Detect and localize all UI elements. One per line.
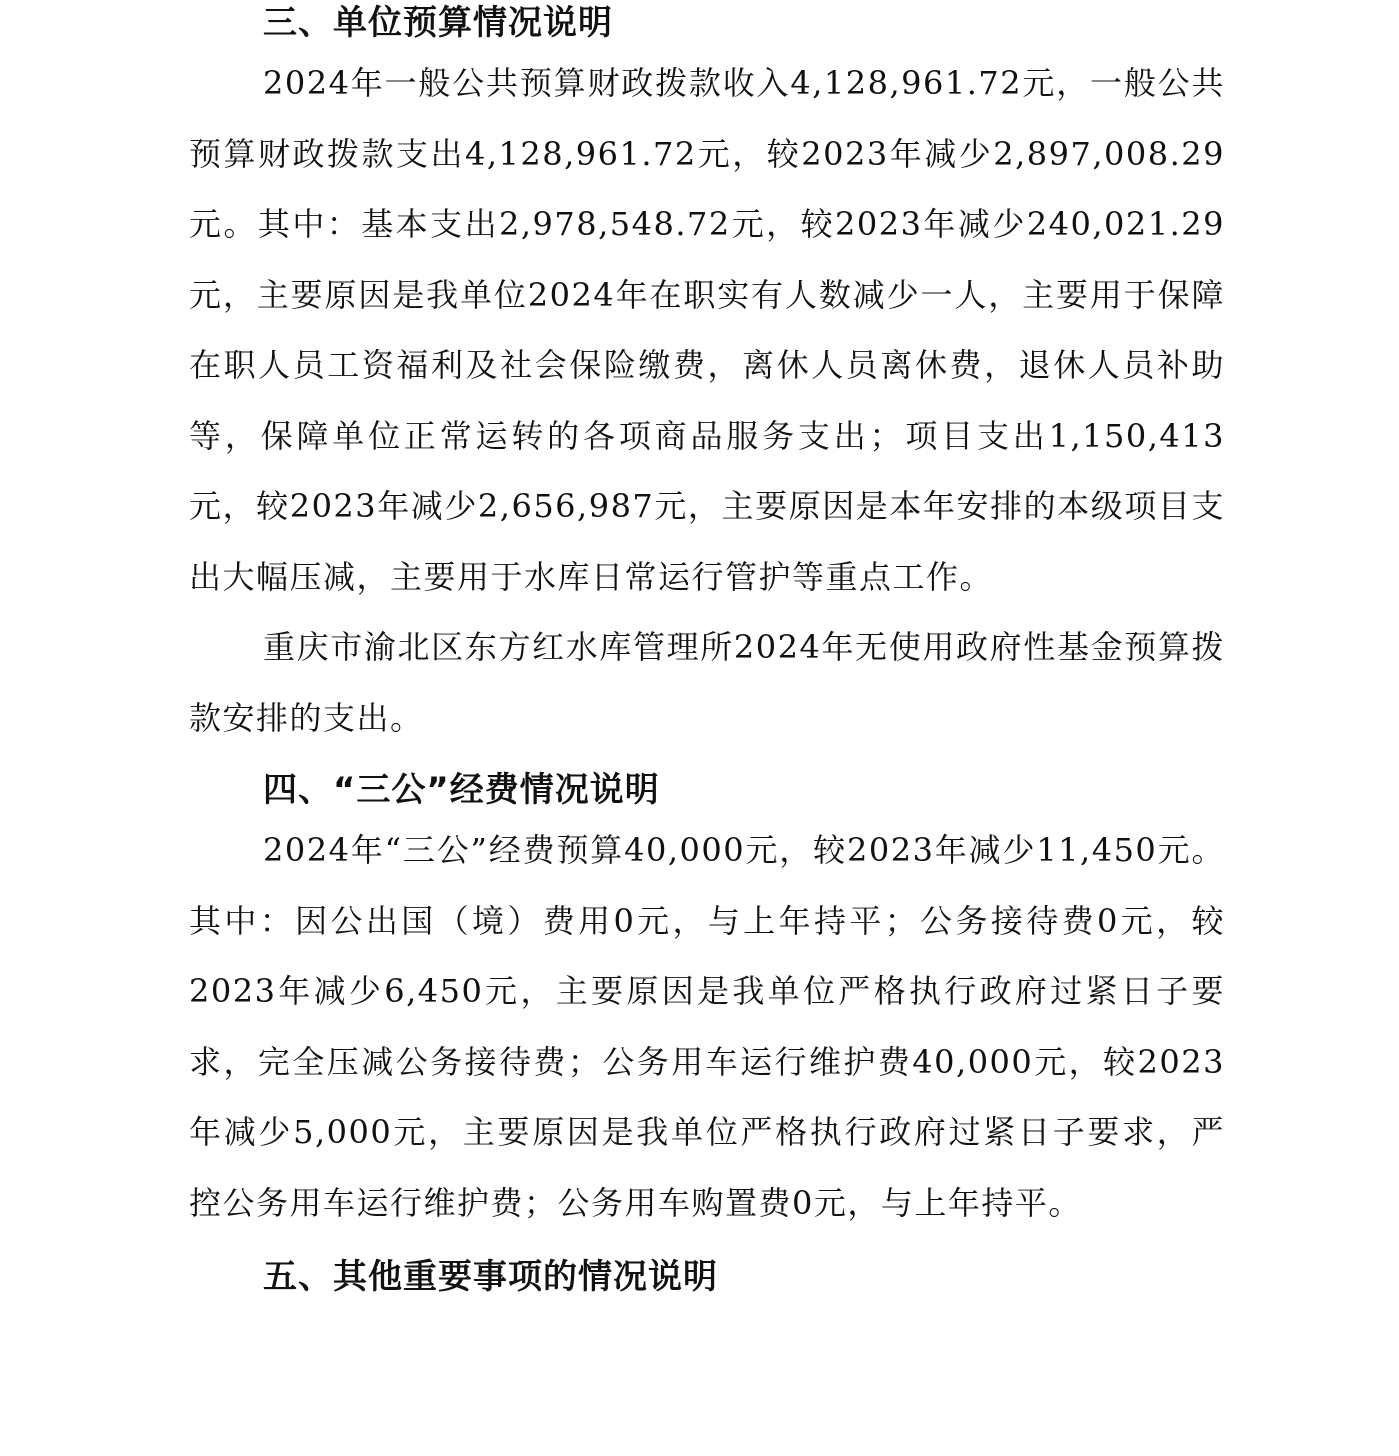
document-page	[189, 0, 1225, 1300]
section-heading-three-public: 四、“三公”经费情况说明	[263, 770, 660, 810]
paragraph-general-budget: 2024年一般公共预算财政拨款收入4,128,961.72元，一般公共预算财政拨款支出4,128,961.72元，较2023年减少2,897,008.29元。其中：基本支出2,978,548.72元，较2023年减少240,021.29元，主要原因是我单位2024年在职实有人数减少一人，主要用于保障在职人员工资福利及社会保险缴费，离休人员离休费，退休人员补助等，保障单位正常运转的各项商品服务支出；项目支出1,150,413元，较2023年减少2,656,987元，主要原因是本年安排的本级项目支出大幅压减，主要用于水库日常运行管护等重点工作。	[189, 64, 1225, 596]
section-heading-other-matters: 五、其他重要事项的情况说明	[263, 1257, 718, 1297]
paragraph-government-fund: 重庆市渝北区东方红水库管理所2024年无使用政府性基金预算拨款安排的支出。	[189, 628, 1225, 737]
section-heading-unit-budget: 三、单位预算情况说明	[263, 3, 613, 43]
paragraph-three-public-expenses: 2024年“三公”经费预算40,000元，较2023年减少11,450元。其中：因公出国（境）费用0元，与上年持平；公务接待费0元，较2023年减少6,450元，主要原因是我单位严格执行政府过紧日子要求，完全压减公务接待费；公务用车运行维护费40,000元，较2023年减少5,000元，主要原因是我单位严格执行政府过紧日子要求，严控公务用车运行维护费；公务用车购置费0元，与上年持平。	[189, 831, 1225, 1222]
